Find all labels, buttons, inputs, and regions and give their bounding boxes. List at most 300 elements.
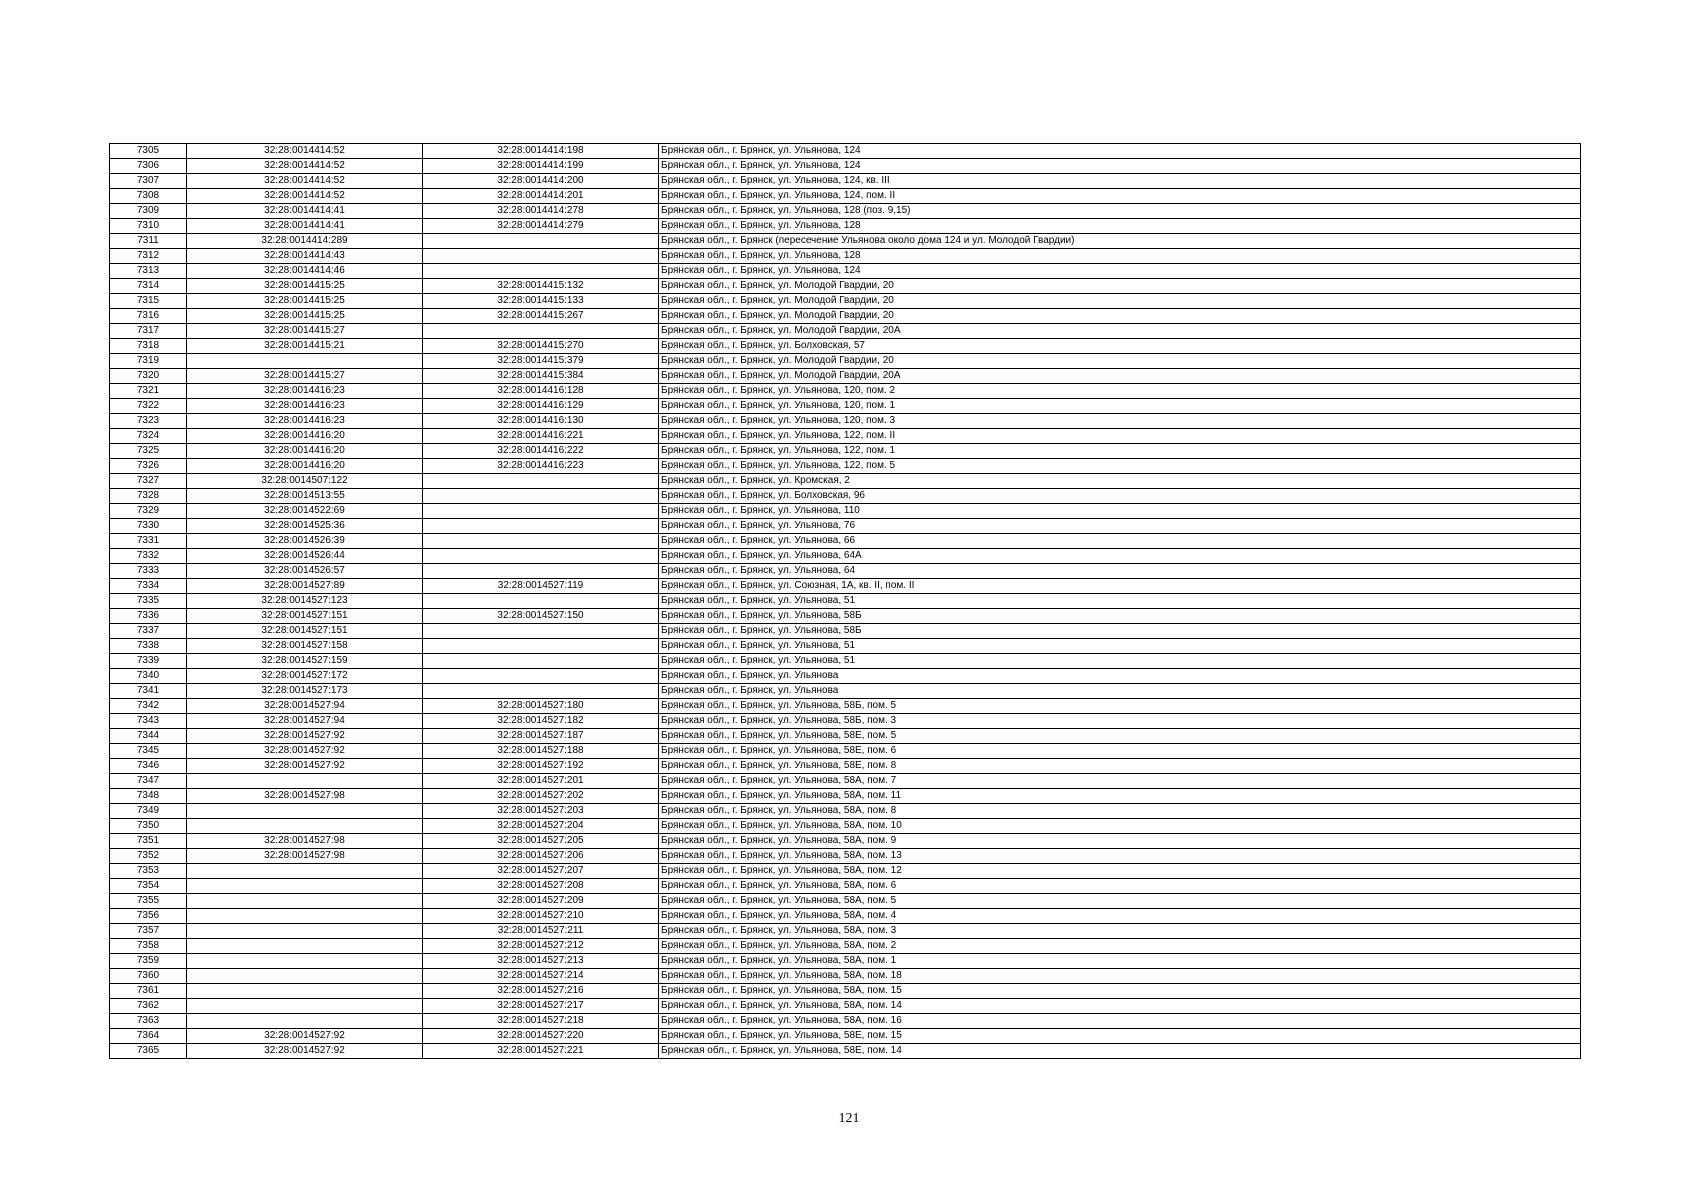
registry-table (109, 143, 1581, 1059)
address-cell: Брянская обл., г. Брянск, ул. Ульянова, 58А, пом. 11 (659, 789, 1581, 804)
parcel-cadastral-number-cell (187, 1014, 423, 1029)
parcel-cadastral-number-cell: 32:28:0014416:23 (187, 384, 423, 399)
row-number-cell: 7305 (110, 144, 187, 159)
row-number-cell: 7345 (110, 744, 187, 759)
address-cell: Брянская обл., г. Брянск, ул. Ульянова, 128 (659, 249, 1581, 264)
parcel-cadastral-number-cell: 32:28:0014416:20 (187, 444, 423, 459)
parcel-cadastral-number-cell: 32:28:0014416:20 (187, 459, 423, 474)
object-cadastral-number-cell (423, 684, 659, 699)
address-cell: Брянская обл., г. Брянск, ул. Ульянова, 76 (659, 519, 1581, 534)
row-number-cell: 7332 (110, 549, 187, 564)
parcel-cadastral-number-cell: 32:28:0014415:21 (187, 339, 423, 354)
object-cadastral-number-cell: 32:28:0014527:206 (423, 849, 659, 864)
table-row (110, 984, 1581, 999)
address-cell: Брянская обл., г. Брянск, ул. Ульянова, 58А, пом. 6 (659, 879, 1581, 894)
row-number-cell: 7344 (110, 729, 187, 744)
parcel-cadastral-number-cell: 32:28:0014414:52 (187, 189, 423, 204)
parcel-cadastral-number-cell: 32:28:0014527:98 (187, 849, 423, 864)
object-cadastral-number-cell: 32:28:0014527:201 (423, 774, 659, 789)
address-cell: Брянская обл., г. Брянск, ул. Ульянова, 58Е, пом. 8 (659, 759, 1581, 774)
address-cell: Брянская обл., г. Брянск, ул. Ульянова, 124 (659, 264, 1581, 279)
table-row (110, 594, 1581, 609)
object-cadastral-number-cell: 32:28:0014527:216 (423, 984, 659, 999)
row-number-cell: 7327 (110, 474, 187, 489)
row-number-cell: 7357 (110, 924, 187, 939)
address-cell: Брянская обл., г. Брянск, ул. Ульянова, 58Е, пом. 5 (659, 729, 1581, 744)
table-row (110, 999, 1581, 1014)
table-row (110, 939, 1581, 954)
address-cell: Брянская обл., г. Брянск, ул. Ульянова, 58Б (659, 624, 1581, 639)
row-number-cell: 7311 (110, 234, 187, 249)
object-cadastral-number-cell: 32:28:0014414:200 (423, 174, 659, 189)
row-number-cell: 7324 (110, 429, 187, 444)
object-cadastral-number-cell (423, 564, 659, 579)
object-cadastral-number-cell: 32:28:0014527:209 (423, 894, 659, 909)
object-cadastral-number-cell (423, 639, 659, 654)
object-cadastral-number-cell: 32:28:0014527:211 (423, 924, 659, 939)
address-cell: Брянская обл., г. Брянск, ул. Ульянова, 122, пом. 1 (659, 444, 1581, 459)
parcel-cadastral-number-cell (187, 819, 423, 834)
row-number-cell: 7352 (110, 849, 187, 864)
address-cell: Брянская обл., г. Брянск, ул. Ульянова, 120, пом. 1 (659, 399, 1581, 414)
row-number-cell: 7330 (110, 519, 187, 534)
table-row (110, 924, 1581, 939)
row-number-cell: 7354 (110, 879, 187, 894)
row-number-cell: 7335 (110, 594, 187, 609)
table-row (110, 219, 1581, 234)
object-cadastral-number-cell: 32:28:0014416:130 (423, 414, 659, 429)
address-cell: Брянская обл., г. Брянск, ул. Ульянова, 58А, пом. 16 (659, 1014, 1581, 1029)
object-cadastral-number-cell: 32:28:0014415:132 (423, 279, 659, 294)
row-number-cell: 7306 (110, 159, 187, 174)
table-row (110, 789, 1581, 804)
address-cell: Брянская обл., г. Брянск, ул. Ульянова, 120, пом. 3 (659, 414, 1581, 429)
row-number-cell: 7321 (110, 384, 187, 399)
table-row (110, 894, 1581, 909)
object-cadastral-number-cell: 32:28:0014527:218 (423, 1014, 659, 1029)
address-cell: Брянская обл., г. Брянск, ул. Ульянова, 58А, пом. 12 (659, 864, 1581, 879)
table-row (110, 804, 1581, 819)
row-number-cell: 7336 (110, 609, 187, 624)
address-cell: Брянская обл., г. Брянск, ул. Ульянова (659, 684, 1581, 699)
row-number-cell: 7347 (110, 774, 187, 789)
row-number-cell: 7355 (110, 894, 187, 909)
table-row (110, 369, 1581, 384)
table-row (110, 909, 1581, 924)
table-row (110, 954, 1581, 969)
row-number-cell: 7365 (110, 1044, 187, 1059)
parcel-cadastral-number-cell: 32:28:0014414:52 (187, 174, 423, 189)
table-row (110, 429, 1581, 444)
address-cell: Брянская обл., г. Брянск, ул. Молодой Гвардии, 20 (659, 294, 1581, 309)
object-cadastral-number-cell (423, 474, 659, 489)
address-cell: Брянская обл., г. Брянск, ул. Ульянова, 58А, пом. 2 (659, 939, 1581, 954)
parcel-cadastral-number-cell: 32:28:0014527:123 (187, 594, 423, 609)
parcel-cadastral-number-cell: 32:28:0014527:98 (187, 789, 423, 804)
address-cell: Брянская обл., г. Брянск, ул. Ульянова, 66 (659, 534, 1581, 549)
page-number: 121 (838, 1111, 860, 1126)
address-cell: Брянская обл., г. Брянск, ул. Ульянова (659, 669, 1581, 684)
row-number-cell: 7363 (110, 1014, 187, 1029)
parcel-cadastral-number-cell: 32:28:0014415:27 (187, 369, 423, 384)
address-cell: Брянская обл., г. Брянск, ул. Кромская, 2 (659, 474, 1581, 489)
table-row (110, 669, 1581, 684)
address-cell: Брянская обл., г. Брянск, ул. Ульянова, 58А, пом. 13 (659, 849, 1581, 864)
address-cell: Брянская обл., г. Брянск, ул. Болховская, 57 (659, 339, 1581, 354)
address-cell: Брянская обл., г. Брянск, ул. Ульянова, 58А, пом. 14 (659, 999, 1581, 1014)
parcel-cadastral-number-cell (187, 984, 423, 999)
object-cadastral-number-cell: 32:28:0014527:210 (423, 909, 659, 924)
table-row (110, 639, 1581, 654)
parcel-cadastral-number-cell: 32:28:0014527:94 (187, 714, 423, 729)
parcel-cadastral-number-cell: 32:28:0014415:25 (187, 279, 423, 294)
row-number-cell: 7325 (110, 444, 187, 459)
address-cell: Брянская обл., г. Брянск, ул. Ульянова, 124 (659, 144, 1581, 159)
parcel-cadastral-number-cell: 32:28:0014527:92 (187, 1029, 423, 1044)
address-cell: Брянская обл., г. Брянск, ул. Молодой Гвардии, 20 (659, 279, 1581, 294)
table-row (110, 294, 1581, 309)
table-row (110, 279, 1581, 294)
parcel-cadastral-number-cell (187, 909, 423, 924)
object-cadastral-number-cell: 32:28:0014416:129 (423, 399, 659, 414)
table-row (110, 774, 1581, 789)
table-row (110, 444, 1581, 459)
parcel-cadastral-number-cell: 32:28:0014527:89 (187, 579, 423, 594)
object-cadastral-number-cell: 32:28:0014527:119 (423, 579, 659, 594)
object-cadastral-number-cell (423, 594, 659, 609)
row-number-cell: 7316 (110, 309, 187, 324)
row-number-cell: 7308 (110, 189, 187, 204)
parcel-cadastral-number-cell: 32:28:0014513:55 (187, 489, 423, 504)
object-cadastral-number-cell: 32:28:0014416:222 (423, 444, 659, 459)
table-row (110, 864, 1581, 879)
address-cell: Брянская обл., г. Брянск, ул. Ульянова, 124, пом. II (659, 189, 1581, 204)
row-number-cell: 7341 (110, 684, 187, 699)
parcel-cadastral-number-cell (187, 879, 423, 894)
parcel-cadastral-number-cell: 32:28:0014527:158 (187, 639, 423, 654)
table-row (110, 534, 1581, 549)
object-cadastral-number-cell (423, 654, 659, 669)
row-number-cell: 7309 (110, 204, 187, 219)
row-number-cell: 7329 (110, 504, 187, 519)
parcel-cadastral-number-cell (187, 954, 423, 969)
object-cadastral-number-cell: 32:28:0014527:213 (423, 954, 659, 969)
object-cadastral-number-cell (423, 504, 659, 519)
object-cadastral-number-cell (423, 624, 659, 639)
table-row (110, 1014, 1581, 1029)
address-cell: Брянская обл., г. Брянск, ул. Ульянова, 58Е, пом. 6 (659, 744, 1581, 759)
table-body (110, 144, 1581, 1059)
object-cadastral-number-cell (423, 234, 659, 249)
row-number-cell: 7342 (110, 699, 187, 714)
object-cadastral-number-cell: 32:28:0014414:279 (423, 219, 659, 234)
parcel-cadastral-number-cell: 32:28:0014416:23 (187, 399, 423, 414)
table-row (110, 414, 1581, 429)
object-cadastral-number-cell: 32:28:0014527:212 (423, 939, 659, 954)
address-cell: Брянская обл., г. Брянск, ул. Ульянова, 124, кв. III (659, 174, 1581, 189)
address-cell: Брянская обл., г. Брянск, ул. Ульянова, 110 (659, 504, 1581, 519)
address-cell: Брянская обл., г. Брянск, ул. Ульянова, 58Б (659, 609, 1581, 624)
address-cell: Брянская обл., г. Брянск, ул. Ульянова, 58А, пом. 9 (659, 834, 1581, 849)
table-row (110, 339, 1581, 354)
row-number-cell: 7361 (110, 984, 187, 999)
table-row (110, 969, 1581, 984)
table-row (110, 1044, 1581, 1059)
row-number-cell: 7359 (110, 954, 187, 969)
object-cadastral-number-cell: 32:28:0014414:278 (423, 204, 659, 219)
object-cadastral-number-cell: 32:28:0014527:202 (423, 789, 659, 804)
object-cadastral-number-cell: 32:28:0014527:203 (423, 804, 659, 819)
parcel-cadastral-number-cell: 32:28:0014527:151 (187, 609, 423, 624)
address-cell: Брянская обл., г. Брянск, ул. Ульянова, 51 (659, 639, 1581, 654)
object-cadastral-number-cell: 32:28:0014415:379 (423, 354, 659, 369)
address-cell: Брянская обл., г. Брянск, ул. Ульянова, 58А, пом. 1 (659, 954, 1581, 969)
row-number-cell: 7317 (110, 324, 187, 339)
parcel-cadastral-number-cell: 32:28:0014415:25 (187, 309, 423, 324)
address-cell: Брянская обл., г. Брянск, ул. Ульянова, 58Б, пом. 3 (659, 714, 1581, 729)
parcel-cadastral-number-cell: 32:28:0014507:122 (187, 474, 423, 489)
parcel-cadastral-number-cell: 32:28:0014526:57 (187, 564, 423, 579)
row-number-cell: 7360 (110, 969, 187, 984)
address-cell: Брянская обл., г. Брянск, ул. Ульянова, 64А (659, 549, 1581, 564)
table-row (110, 324, 1581, 339)
object-cadastral-number-cell: 32:28:0014415:267 (423, 309, 659, 324)
row-number-cell: 7319 (110, 354, 187, 369)
parcel-cadastral-number-cell: 32:28:0014416:23 (187, 414, 423, 429)
address-cell: Брянская обл., г. Брянск, ул. Болховская, 96 (659, 489, 1581, 504)
row-number-cell: 7356 (110, 909, 187, 924)
parcel-cadastral-number-cell: 32:28:0014526:44 (187, 549, 423, 564)
table-row (110, 819, 1581, 834)
row-number-cell: 7351 (110, 834, 187, 849)
table-row (110, 489, 1581, 504)
object-cadastral-number-cell: 32:28:0014527:180 (423, 699, 659, 714)
address-cell: Брянская обл., г. Брянск, ул. Ульянова, 58А, пом. 18 (659, 969, 1581, 984)
row-number-cell: 7358 (110, 939, 187, 954)
parcel-cadastral-number-cell: 32:28:0014414:289 (187, 234, 423, 249)
address-cell: Брянская обл., г. Брянск (пересечение Ульянова около дома 124 и ул. Молодой Гвардии) (659, 234, 1581, 249)
object-cadastral-number-cell: 32:28:0014527:188 (423, 744, 659, 759)
parcel-cadastral-number-cell (187, 969, 423, 984)
table-row (110, 549, 1581, 564)
table-row (110, 714, 1581, 729)
object-cadastral-number-cell: 32:28:0014415:384 (423, 369, 659, 384)
table-row (110, 204, 1581, 219)
parcel-cadastral-number-cell: 32:28:0014416:20 (187, 429, 423, 444)
row-number-cell: 7343 (110, 714, 187, 729)
address-cell: Брянская обл., г. Брянск, ул. Ульянова, 128 (659, 219, 1581, 234)
table-row (110, 699, 1581, 714)
parcel-cadastral-number-cell: 32:28:0014414:41 (187, 204, 423, 219)
address-cell: Брянская обл., г. Брянск, ул. Молодой Гвардии, 20 (659, 309, 1581, 324)
row-number-cell: 7323 (110, 414, 187, 429)
row-number-cell: 7339 (110, 654, 187, 669)
object-cadastral-number-cell (423, 249, 659, 264)
parcel-cadastral-number-cell: 32:28:0014527:172 (187, 669, 423, 684)
table-row (110, 399, 1581, 414)
parcel-cadastral-number-cell: 32:28:0014527:92 (187, 1044, 423, 1059)
address-cell: Брянская обл., г. Брянск, ул. Ульянова, 58Б, пом. 5 (659, 699, 1581, 714)
object-cadastral-number-cell: 32:28:0014527:192 (423, 759, 659, 774)
table-row (110, 849, 1581, 864)
object-cadastral-number-cell: 32:28:0014527:205 (423, 834, 659, 849)
row-number-cell: 7350 (110, 819, 187, 834)
object-cadastral-number-cell: 32:28:0014414:201 (423, 189, 659, 204)
object-cadastral-number-cell (423, 264, 659, 279)
table-row (110, 834, 1581, 849)
table-row (110, 159, 1581, 174)
object-cadastral-number-cell (423, 324, 659, 339)
object-cadastral-number-cell (423, 489, 659, 504)
row-number-cell: 7364 (110, 1029, 187, 1044)
address-cell: Брянская обл., г. Брянск, ул. Ульянова, 122, пом. II (659, 429, 1581, 444)
parcel-cadastral-number-cell: 32:28:0014415:27 (187, 324, 423, 339)
row-number-cell: 7331 (110, 534, 187, 549)
address-cell: Брянская обл., г. Брянск, ул. Ульянова, 58А, пом. 5 (659, 894, 1581, 909)
row-number-cell: 7333 (110, 564, 187, 579)
address-cell: Брянская обл., г. Брянск, ул. Ульянова, 58Е, пом. 15 (659, 1029, 1581, 1044)
address-cell: Брянская обл., г. Брянск, ул. Ульянова, 122, пом. 5 (659, 459, 1581, 474)
object-cadastral-number-cell: 32:28:0014527:208 (423, 879, 659, 894)
parcel-cadastral-number-cell: 32:28:0014414:43 (187, 249, 423, 264)
table-row (110, 654, 1581, 669)
table-row (110, 729, 1581, 744)
parcel-cadastral-number-cell: 32:28:0014527:94 (187, 699, 423, 714)
table-row (110, 189, 1581, 204)
row-number-cell: 7328 (110, 489, 187, 504)
table-row (110, 609, 1581, 624)
row-number-cell: 7312 (110, 249, 187, 264)
parcel-cadastral-number-cell (187, 939, 423, 954)
parcel-cadastral-number-cell (187, 924, 423, 939)
address-cell: Брянская обл., г. Брянск, ул. Ульянова, 58А, пом. 15 (659, 984, 1581, 999)
address-cell: Брянская обл., г. Брянск, ул. Молодой Гвардии, 20А (659, 324, 1581, 339)
table-row (110, 504, 1581, 519)
parcel-cadastral-number-cell (187, 894, 423, 909)
table-row (110, 519, 1581, 534)
row-number-cell: 7337 (110, 624, 187, 639)
parcel-cadastral-number-cell: 32:28:0014414:52 (187, 144, 423, 159)
table-row (110, 744, 1581, 759)
parcel-cadastral-number-cell (187, 354, 423, 369)
parcel-cadastral-number-cell: 32:28:0014527:173 (187, 684, 423, 699)
object-cadastral-number-cell: 32:28:0014415:133 (423, 294, 659, 309)
table-row (110, 459, 1581, 474)
parcel-cadastral-number-cell: 32:28:0014527:92 (187, 729, 423, 744)
parcel-cadastral-number-cell: 32:28:0014414:46 (187, 264, 423, 279)
row-number-cell: 7310 (110, 219, 187, 234)
table-row (110, 564, 1581, 579)
table-row (110, 684, 1581, 699)
table-row (110, 354, 1581, 369)
address-cell: Брянская обл., г. Брянск, ул. Ульянова, 58А, пом. 4 (659, 909, 1581, 924)
address-cell: Брянская обл., г. Брянск, ул. Молодой Гвардии, 20 (659, 354, 1581, 369)
address-cell: Брянская обл., г. Брянск, ул. Ульянова, 58А, пом. 3 (659, 924, 1581, 939)
address-cell: Брянская обл., г. Брянск, ул. Ульянова, 128 (поз. 9,15) (659, 204, 1581, 219)
row-number-cell: 7322 (110, 399, 187, 414)
row-number-cell: 7349 (110, 804, 187, 819)
row-number-cell: 7348 (110, 789, 187, 804)
parcel-cadastral-number-cell: 32:28:0014522:69 (187, 504, 423, 519)
object-cadastral-number-cell: 32:28:0014416:128 (423, 384, 659, 399)
row-number-cell: 7326 (110, 459, 187, 474)
address-cell: Брянская обл., г. Брянск, ул. Ульянова, 58А, пом. 7 (659, 774, 1581, 789)
table-row (110, 144, 1581, 159)
object-cadastral-number-cell: 32:28:0014527:221 (423, 1044, 659, 1059)
row-number-cell: 7353 (110, 864, 187, 879)
table-row (110, 759, 1581, 774)
parcel-cadastral-number-cell: 32:28:0014527:92 (187, 759, 423, 774)
object-cadastral-number-cell: 32:28:0014527:182 (423, 714, 659, 729)
parcel-cadastral-number-cell: 32:28:0014527:159 (187, 654, 423, 669)
address-cell: Брянская обл., г. Брянск, ул. Ульянова, 58А, пом. 10 (659, 819, 1581, 834)
address-cell: Брянская обл., г. Брянск, ул. Ульянова, 51 (659, 594, 1581, 609)
parcel-cadastral-number-cell (187, 999, 423, 1014)
address-cell: Брянская обл., г. Брянск, ул. Ульянова, 64 (659, 564, 1581, 579)
object-cadastral-number-cell: 32:28:0014527:150 (423, 609, 659, 624)
object-cadastral-number-cell (423, 549, 659, 564)
parcel-cadastral-number-cell (187, 804, 423, 819)
address-cell: Брянская обл., г. Брянск, ул. Ульянова, 120, пом. 2 (659, 384, 1581, 399)
object-cadastral-number-cell: 32:28:0014527:220 (423, 1029, 659, 1044)
parcel-cadastral-number-cell: 32:28:0014414:52 (187, 159, 423, 174)
table-row (110, 384, 1581, 399)
parcel-cadastral-number-cell: 32:28:0014527:98 (187, 834, 423, 849)
row-number-cell: 7346 (110, 759, 187, 774)
row-number-cell: 7318 (110, 339, 187, 354)
row-number-cell: 7315 (110, 294, 187, 309)
parcel-cadastral-number-cell: 32:28:0014525:36 (187, 519, 423, 534)
parcel-cadastral-number-cell: 32:28:0014527:151 (187, 624, 423, 639)
object-cadastral-number-cell (423, 519, 659, 534)
row-number-cell: 7338 (110, 639, 187, 654)
table-row (110, 474, 1581, 489)
address-cell: Брянская обл., г. Брянск, ул. Ульянова, 124 (659, 159, 1581, 174)
row-number-cell: 7362 (110, 999, 187, 1014)
row-number-cell: 7320 (110, 369, 187, 384)
table-row (110, 264, 1581, 279)
object-cadastral-number-cell: 32:28:0014414:198 (423, 144, 659, 159)
parcel-cadastral-number-cell: 32:28:0014414:41 (187, 219, 423, 234)
object-cadastral-number-cell: 32:28:0014527:204 (423, 819, 659, 834)
parcel-cadastral-number-cell (187, 774, 423, 789)
parcel-cadastral-number-cell: 32:28:0014527:92 (187, 744, 423, 759)
row-number-cell: 7340 (110, 669, 187, 684)
parcel-cadastral-number-cell: 32:28:0014415:25 (187, 294, 423, 309)
row-number-cell: 7307 (110, 174, 187, 189)
parcel-cadastral-number-cell: 32:28:0014526:39 (187, 534, 423, 549)
object-cadastral-number-cell: 32:28:0014414:199 (423, 159, 659, 174)
row-number-cell: 7313 (110, 264, 187, 279)
address-cell: Брянская обл., г. Брянск, ул. Ульянова, 51 (659, 654, 1581, 669)
object-cadastral-number-cell: 32:28:0014527:207 (423, 864, 659, 879)
object-cadastral-number-cell: 32:28:0014527:187 (423, 729, 659, 744)
object-cadastral-number-cell: 32:28:0014527:217 (423, 999, 659, 1014)
address-cell: Брянская обл., г. Брянск, ул. Ульянова, 58А, пом. 8 (659, 804, 1581, 819)
address-cell: Брянская обл., г. Брянск, ул. Молодой Гвардии, 20А (659, 369, 1581, 384)
object-cadastral-number-cell (423, 669, 659, 684)
table-row (110, 1029, 1581, 1044)
table-row (110, 624, 1581, 639)
table-row (110, 174, 1581, 189)
table-row (110, 249, 1581, 264)
table-row (110, 309, 1581, 324)
row-number-cell: 7334 (110, 579, 187, 594)
table-row (110, 879, 1581, 894)
address-cell: Брянская обл., г. Брянск, ул. Ульянова, 58Е, пом. 14 (659, 1044, 1581, 1059)
parcel-cadastral-number-cell (187, 864, 423, 879)
object-cadastral-number-cell: 32:28:0014416:221 (423, 429, 659, 444)
